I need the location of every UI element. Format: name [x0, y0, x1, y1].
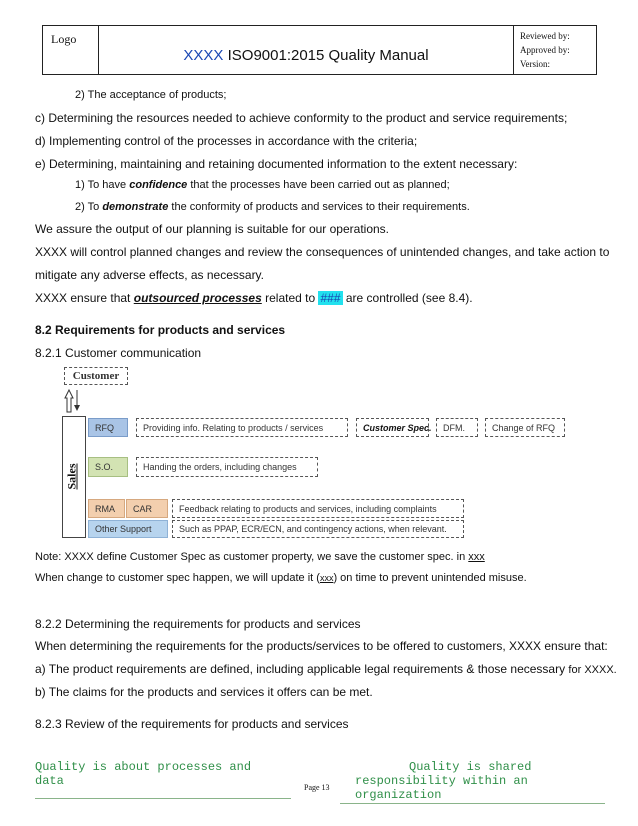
note-customer-spec — [35, 551, 485, 563]
section-8-2-3-heading: 8.2.3 Review of the requirements for products and services — [35, 717, 349, 731]
dfm-box: DFM. — [436, 418, 478, 437]
outsourced-line — [35, 291, 473, 305]
demonstrate-word: demonstrate — [102, 201, 169, 213]
other-support-box: Other Support — [88, 520, 168, 538]
logo: Logo — [51, 32, 77, 46]
confidence-suffix: that the processes have been carried out as planned; — [187, 179, 450, 191]
change-rfq-box: Change of RFQ — [485, 418, 565, 437]
section-8-2-heading: 8.2 Requirements for products and services — [35, 323, 286, 337]
claims-line: b) The claims for the products and services it offers can be met. — [35, 685, 373, 699]
demonstrate-prefix: 2) To — [75, 201, 103, 213]
highlight-placeholder: ### — [320, 291, 341, 305]
resources-line: c) Determining the resources needed to achieve conformity to the product and service requirements; — [35, 111, 568, 125]
arrow-head-icon — [74, 405, 80, 411]
mitigate-line: mitigate any adverse effects, as necessary. — [35, 268, 265, 282]
footer-left-rule — [35, 798, 291, 799]
note2-prefix: When change to customer spec happen, we will update it ( — [35, 572, 320, 584]
implementing-line: d) Implementing control of the processes in accordance with the criteria; — [35, 134, 418, 148]
customer-spec-box: Customer Spec. — [356, 418, 429, 437]
rfq-info-box: Providing info. Relating to products / services — [136, 418, 348, 437]
confidence-line — [75, 179, 450, 191]
section-8-2-1-heading: 8.2.1 Customer communication — [35, 346, 202, 360]
note2-suffix: ) on time to prevent unintended misuse. — [333, 572, 527, 584]
footer-right-line1: Quality is shared — [409, 760, 532, 774]
footer-right-rule — [340, 803, 605, 804]
planning-line: We assure the output of our planning is suitable for our operations. — [35, 222, 389, 236]
demonstrate-suffix: the conformity of products and services to their requirements. — [168, 201, 470, 213]
up-arrow-icon — [65, 390, 73, 412]
section-8-2-2-heading: 8.2.2 Determining the requirements for products and services — [35, 617, 361, 631]
rma-box: RMA — [88, 499, 125, 518]
acceptance-line: 2) The acceptance of products; — [75, 89, 227, 101]
sales-box — [62, 416, 86, 538]
footer-left-line2: data — [35, 774, 64, 788]
title-text: ISO9001:2015 Quality Manual — [223, 47, 429, 64]
demonstrate-line — [75, 201, 470, 213]
customer-arrows — [62, 386, 84, 416]
sales-label: Sales — [64, 463, 79, 490]
logo-cell — [43, 26, 99, 74]
product-req-text: a) The product requirements are defined, including applicable legal requirements & those necessary — [35, 662, 569, 676]
footer-left-quote — [35, 760, 251, 788]
feedback-box: Feedback relating to products and services, including complaints — [172, 499, 464, 518]
product-requirements-line — [35, 662, 617, 676]
footer-right-line2: responsibility within an — [355, 774, 528, 788]
document-title — [99, 47, 513, 64]
note1-location: xxx — [468, 551, 485, 563]
brand-name: XXXX — [183, 47, 224, 64]
outsourced-processes: outsourced processes — [133, 291, 262, 305]
confidence-word: confidence — [129, 179, 188, 191]
note1-text: Note: XXXX define Customer Spec as customer property, we save the customer spec. in — [35, 551, 469, 563]
outsourced-mid: related to — [261, 291, 319, 305]
footer-right-quote — [355, 760, 531, 802]
reviewed-by: Reviewed by: — [520, 31, 570, 41]
page-header — [42, 25, 597, 75]
page-number: Page 13 — [304, 783, 330, 792]
so-box: S.O. — [88, 457, 128, 477]
retaining-line: e) Determining, maintaining and retaining documented information to the extent necessary: — [35, 157, 518, 171]
rfq-box: RFQ — [88, 418, 128, 437]
changes-line: XXXX will control planned changes and review the consequences of unintended changes, and take action to — [35, 245, 610, 259]
footer-right-line3: organization — [355, 788, 442, 802]
outsourced-prefix: XXXX ensure that — [35, 291, 134, 305]
meta-cell — [514, 26, 596, 74]
approved-by: Approved by: — [520, 45, 570, 55]
determining-intro: When determining the requirements for the products/services to be offered to customers, XXXX ensure that: — [35, 639, 608, 653]
other-info-box: Such as PPAP, ECR/ECN, and contingency actions, when relevant. — [172, 520, 464, 538]
confidence-prefix: 1) To have — [75, 179, 130, 191]
note2-location: xxx — [319, 573, 334, 583]
outsourced-suffix: are controlled (see 8.4). — [342, 291, 473, 305]
product-req-suffix: for XXXX. — [568, 664, 617, 676]
customer-box: Customer — [64, 367, 128, 385]
so-info-box: Handing the orders, including changes — [136, 457, 318, 477]
footer-left-line1: Quality is about processes and — [35, 760, 252, 774]
title-cell — [99, 26, 514, 74]
version: Version: — [520, 59, 550, 69]
car-box: CAR — [126, 499, 168, 518]
note-spec-change — [35, 572, 527, 584]
